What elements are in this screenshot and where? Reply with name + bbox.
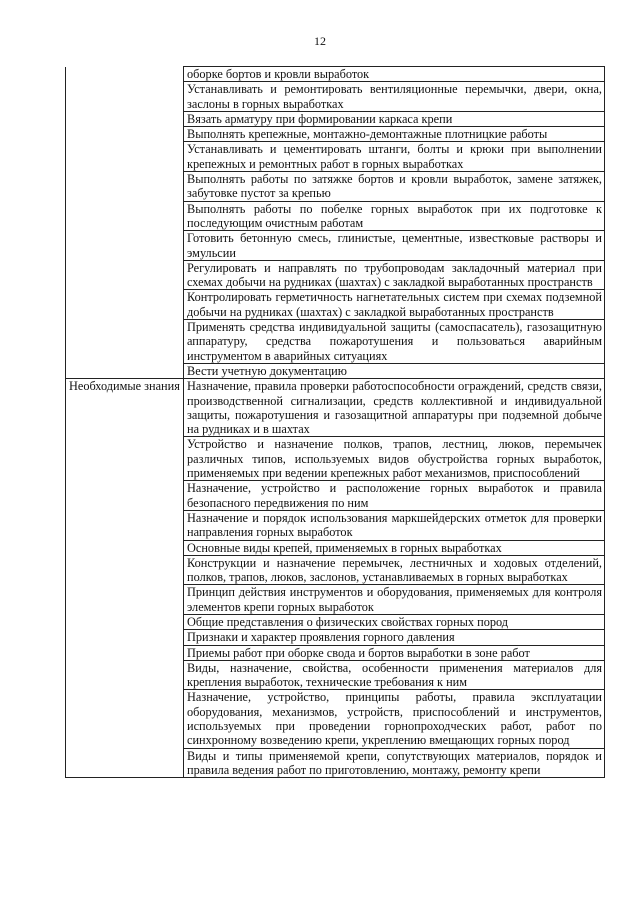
list-item: Применять средства индивидуальной защиты (самоспасатель), газозащитную аппаратуру, средства пожаротушения и пользоваться аварийным инструментом в аварийных ситуациях bbox=[184, 320, 605, 364]
list-item: Виды и типы применяемой крепи, сопутствующих материалов, порядок и правила ведения работ по приготовлению, монтажу, ремонту крепи bbox=[184, 748, 605, 778]
section-label: Необходимые знания bbox=[66, 379, 184, 778]
requirements-table bbox=[65, 66, 605, 778]
page-number: 12 bbox=[314, 34, 326, 48]
list-item: Выполнять работы по затяжке бортов и кровли выработок, замене затяжек, забутовке пустот за крепью bbox=[184, 172, 605, 202]
table-body bbox=[66, 67, 605, 778]
list-item: Принцип действия инструментов и оборудования, применяемых для контроля элементов крепи горных выработок bbox=[184, 585, 605, 615]
list-item: Приемы работ при оборке свода и бортов выработки в зоне работ bbox=[184, 645, 605, 660]
list-item: Вязать арматуру при формировании каркаса крепи bbox=[184, 111, 605, 126]
list-item: Устанавливать и ремонтировать вентиляционные перемычки, двери, окна, заслоны в горных выработках bbox=[184, 82, 605, 112]
list-item: Выполнять крепежные, монтажно-демонтажные плотницкие работы bbox=[184, 127, 605, 142]
list-item: Устройство и назначение полков, трапов, лестниц, люков, перемычек различных типов, используемых видов обустройства горных выработок, применяемых при ведении крепежных работ механизмов, приспособлений bbox=[184, 437, 605, 481]
list-item: оборке бортов и кровли выработок bbox=[184, 67, 605, 82]
section-label-empty bbox=[66, 67, 184, 379]
list-item: Признаки и характер проявления горного давления bbox=[184, 630, 605, 645]
list-item: Выполнять работы по побелке горных выработок при их подготовке к последующим очистным работам bbox=[184, 201, 605, 231]
list-item: Контролировать герметичность нагнетательных систем при схемах подземной добычи на рудниках (шахтах) с закладкой выработанных пространств bbox=[184, 290, 605, 320]
list-item: Основные виды крепей, применяемых в горных выработках bbox=[184, 540, 605, 555]
list-item: Вести учетную документацию bbox=[184, 363, 605, 378]
list-item: Назначение и порядок использования маркшейдерских отметок для проверки направления горных выработок bbox=[184, 510, 605, 540]
list-item: Регулировать и направлять по трубопроводам закладочный материал при схемах добычи на рудниках (шахтах) с закладкой выработанных пространств bbox=[184, 260, 605, 290]
list-item: Назначение, устройство, принципы работы, правила эксплуатации оборудования, механизмов, устройств, приспособлений и инструментов, используемых при проведении горнопроходческих работ, работ по синхронному возведению крепи, укреплению вмещающих горных пород bbox=[184, 690, 605, 748]
list-item: Виды, назначение, свойства, особенности применения материалов для крепления выработок, технические требования к ним bbox=[184, 660, 605, 690]
list-item: Устанавливать и цементировать штанги, болты и крюки при выполнении крепежных и ремонтных работ в горных выработках bbox=[184, 142, 605, 172]
list-item: Назначение, устройство и расположение горных выработок и правила безопасного передвижения по ним bbox=[184, 481, 605, 511]
table-row bbox=[66, 379, 605, 437]
list-item: Конструкции и назначение перемычек, лестничных и ходовых отделений, полков, трапов, люков, заслонов, устанавливаемых в горных выработках bbox=[184, 555, 605, 585]
list-item: Готовить бетонную смесь, глинистые, цементные, известковые растворы и эмульсии bbox=[184, 231, 605, 261]
list-item: Общие представления о физических свойствах горных пород bbox=[184, 614, 605, 629]
list-item: Назначение, правила проверки работоспособности ограждений, средств связи, производственной сигнализации, средств коллективной и индивидуальной защиты, пожаротушения и газозащитной аппаратуры при подземной добыче на рудниках и в шахтах bbox=[184, 379, 605, 437]
table-row bbox=[66, 67, 605, 82]
